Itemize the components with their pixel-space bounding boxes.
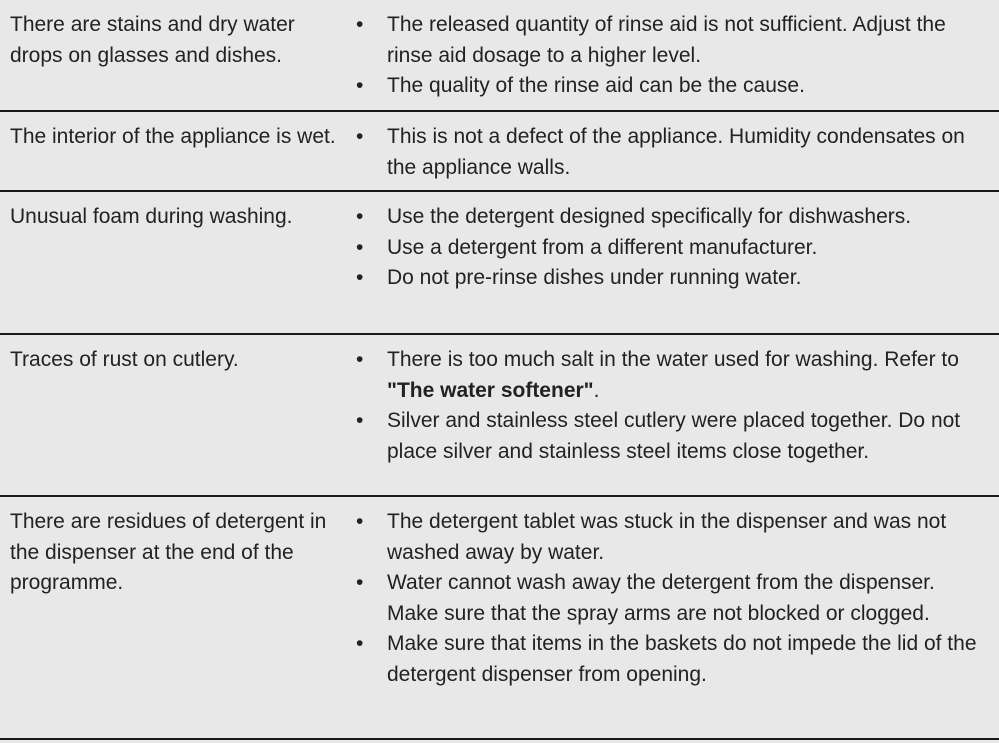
bullet-icon: • (356, 205, 364, 228)
solution-item (355, 345, 999, 406)
bullet-icon: • (356, 409, 364, 433)
solution-text (387, 507, 987, 568)
problem-cell: There are stains and dry water drops on glasses and dishes. (10, 13, 295, 67)
solution-text-part: Silver and stainless steel cutlery were placed together. Do not place silver and stainless steel items close together. (387, 409, 961, 463)
solution-text-part: Use the detergent designed specifically for dishwashers. (387, 205, 912, 228)
bullet-icon: • (356, 13, 364, 36)
problem-cell: There are residues of detergent in the dispenser at the end of the programme. (10, 510, 327, 595)
solution-text (387, 10, 987, 71)
solution-list (355, 10, 999, 110)
solution-text-part: There is too much salt in the water used for washing. Refer to (387, 348, 959, 371)
cross-reference-link: "The water softener" (387, 378, 594, 402)
bullet-icon: • (356, 235, 364, 259)
solution-text-part: The quality of the rinse aid can be the cause. (387, 74, 805, 98)
solution-list (355, 122, 999, 190)
solution-list (355, 345, 999, 495)
solution-item (355, 233, 999, 264)
solution-text-part: The detergent tablet was stuck in the dispenser and was not washed away by water. (387, 510, 947, 564)
bullet-icon: • (356, 125, 364, 148)
solution-text-part: Do not pre-rinse dishes under running water. (387, 266, 802, 290)
solution-text (387, 568, 987, 629)
bullet-icon: • (356, 632, 364, 656)
solution-text-part: The released quantity of rinse aid is not sufficient. Adjust the rinse aid dosage to a higher level. (387, 13, 946, 67)
solution-text (387, 71, 987, 102)
bullet-icon: • (356, 510, 364, 533)
solution-item (355, 507, 999, 568)
solution-text-part: Use a detergent from a different manufacturer. (387, 235, 818, 259)
bullet-icon: • (356, 74, 364, 98)
solution-text-part: This is not a defect of the appliance. Humidity condensates on the appliance walls. (387, 125, 965, 179)
solution-text (387, 629, 987, 690)
table-row (0, 497, 999, 740)
table-row (0, 335, 999, 497)
solution-item (355, 122, 999, 183)
solution-item (355, 568, 999, 629)
solution-text (387, 122, 987, 183)
solution-item (355, 406, 999, 467)
solution-text (387, 263, 987, 294)
solution-item (355, 71, 999, 102)
solution-text-part: Make sure that items in the baskets do not impede the lid of the detergent dispenser from opening. (387, 632, 977, 686)
table-row (0, 192, 999, 335)
solution-item (355, 263, 999, 294)
table-row (0, 0, 999, 112)
solution-item (355, 629, 999, 690)
problem-cell: The interior of the appliance is wet. (10, 125, 336, 148)
solution-text (387, 233, 987, 264)
bullet-icon: • (356, 266, 364, 290)
solution-list (355, 202, 999, 333)
solution-text (387, 406, 987, 467)
solution-text-part: Water cannot wash away the detergent from the dispenser. Make sure that the spray arms are not blocked or clogged. (387, 571, 935, 625)
solution-list (355, 507, 999, 738)
table-row (0, 112, 999, 192)
solution-text-part: . (593, 378, 600, 402)
solution-item (355, 10, 999, 71)
solution-text (387, 345, 987, 406)
solution-item (355, 202, 999, 233)
solution-text (387, 202, 987, 233)
problem-cell: Traces of rust on cutlery. (10, 348, 239, 371)
bullet-icon: • (356, 571, 364, 595)
bullet-icon: • (356, 348, 364, 371)
problem-cell: Unusual foam during washing. (10, 205, 293, 228)
